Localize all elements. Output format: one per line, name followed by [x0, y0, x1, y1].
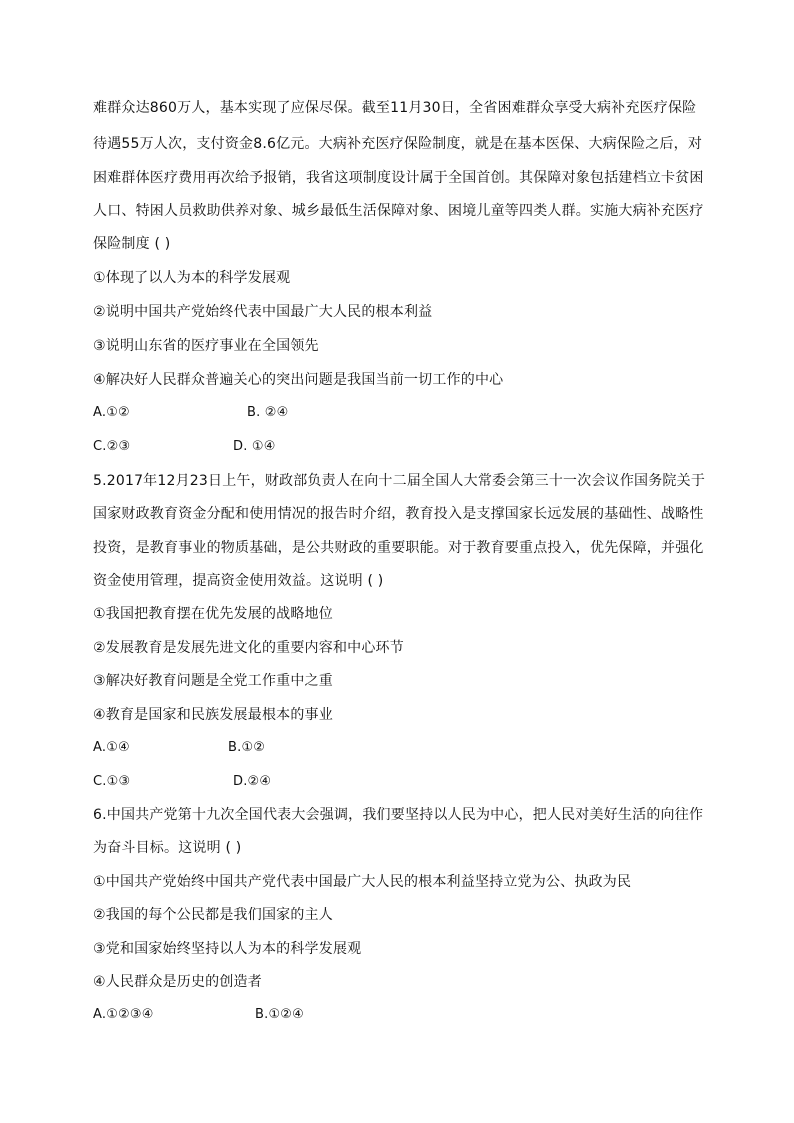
- q6-item-3: ③党和国家始终坚持以人为本的科学发展观: [93, 941, 362, 957]
- q5-stem-line-2: 国家财政教育资金分配和使用情况的报告时介绍，教育投入是支撑国家长远发展的基础性、战略性: [93, 506, 704, 522]
- q4-stem-line-3: 困难群体医疗费用再次给予报销，我省这项制度设计属于全国首创。其保障对象包括建档立卡贫困: [93, 170, 704, 186]
- q4-option-b: B. ②④: [247, 405, 289, 420]
- q6-item-1: ①中国共产党始终中国共产党代表中国最广大人民的根本利益坚持立党为公、执政为民: [93, 874, 632, 890]
- q4-item-2: ②说明中国共产党始终代表中国最广大人民的根本利益: [93, 304, 433, 320]
- q5-stem-line-3: 投资，是教育事业的物质基础，是公共财政的重要职能。对于教育要重点投入，优先保障，并强化: [93, 540, 704, 556]
- q5-option-a: A.①④: [93, 740, 130, 755]
- q6-stem-line-1: 6.中国共产党第十九次全国代表大会强调，我们要坚持以人民为中心，把人民对美好生活的向往作: [93, 807, 704, 823]
- q4-stem-line-1: 难群众达860万人，基本实现了应保尽保。截至11月30日，全省困难群众享受大病补充医疗保险: [93, 100, 697, 116]
- q5-option-d: D.②④: [233, 774, 272, 789]
- q5-item-3: ③解决好教育问题是全党工作重中之重: [93, 673, 333, 689]
- q6-item-4: ④人民群众是历史的创造者: [93, 974, 262, 990]
- q4-option-a: A.①②: [93, 405, 130, 420]
- q5-item-4: ④教育是国家和民族发展最根本的事业: [93, 707, 333, 723]
- q5-stem-line-4: 资金使用管理，提高资金使用效益。这说明 ( ): [93, 573, 384, 589]
- q4-stem-line-5: 保险制度 ( ): [93, 236, 171, 252]
- q6-item-2: ②我国的每个公民都是我们国家的主人: [93, 907, 333, 923]
- q4-item-4: ④解决好人民群众普遍关心的突出问题是我国当前一切工作的中心: [93, 372, 504, 388]
- q6-stem-line-2: 为奋斗目标。这说明 ( ): [93, 840, 242, 856]
- q4-option-c: C.②③: [93, 439, 131, 454]
- q5-item-1: ①我国把教育摆在优先发展的战略地位: [93, 606, 333, 622]
- q6-option-b: B.①②④: [255, 1007, 305, 1022]
- q4-item-1: ①体现了以人为本的科学发展观: [93, 270, 291, 286]
- q6-option-a: A.①②③④: [93, 1007, 154, 1022]
- q4-option-d: D. ①④: [233, 439, 276, 454]
- q5-stem-line-1: 5.2017年12月23日上午，财政部负责人在向十二届全国人大常委会第三十一次会议作国务院关于: [93, 473, 706, 489]
- q4-stem-line-4: 人口、特困人员救助供养对象、城乡最低生活保障对象、困境儿童等四类人群。实施大病补充医疗: [93, 203, 704, 219]
- q4-stem-line-2: 待遇55万人次，支付资金8.6亿元。大病补充医疗保险制度，就是在基本医保、大病保险之后，对: [93, 136, 703, 152]
- q5-item-2: ②发展教育是发展先进文化的重要内容和中心环节: [93, 640, 404, 656]
- q4-item-3: ③说明山东省的医疗事业在全国领先: [93, 338, 319, 354]
- q5-option-c: C.①③: [93, 774, 131, 789]
- q5-option-b: B.①②: [228, 740, 266, 755]
